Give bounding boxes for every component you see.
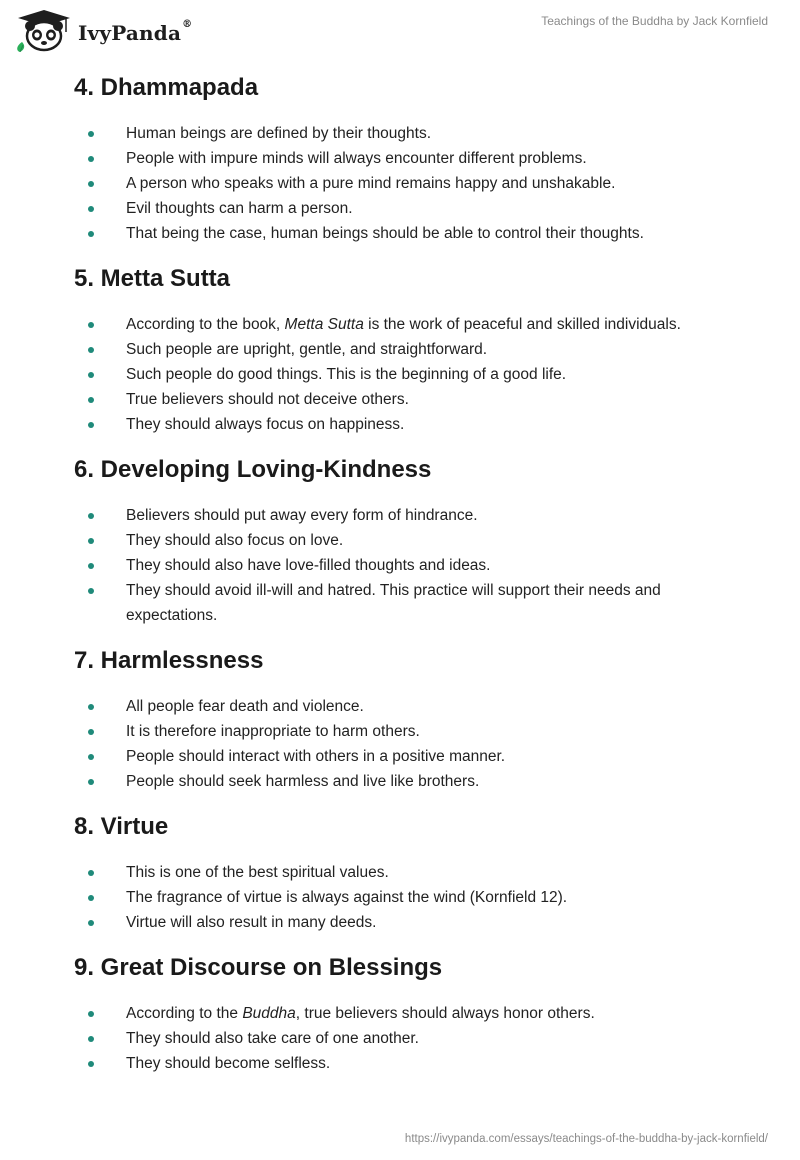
list-item-text: , true believers should always honor others. <box>295 1005 595 1022</box>
bullet-list <box>74 694 754 794</box>
bullet-icon <box>88 1011 94 1017</box>
bullet-icon <box>88 322 94 328</box>
list-item <box>74 121 754 146</box>
list-item-text: That being the case, human beings should be able to control their thoughts. <box>126 225 644 242</box>
list-item <box>74 412 754 437</box>
section <box>74 811 754 935</box>
list-item-text: A person who speaks with a pure mind remains happy and unshakable. <box>126 175 616 192</box>
list-item <box>74 694 754 719</box>
list-item-text: is the work of peaceful and skilled individuals. <box>363 316 681 333</box>
bullet-icon <box>88 156 94 162</box>
list-item-text: Believers should put away every form of hindrance. <box>126 507 478 524</box>
list-item <box>74 719 754 744</box>
list-item <box>74 769 754 794</box>
list-item-text: People should seek harmless and live like brothers. <box>126 773 480 790</box>
bullet-list <box>74 1001 754 1076</box>
list-item-text: Such people do good things. This is the beginning of a good life. <box>126 366 567 383</box>
list-item <box>74 910 754 935</box>
list-item-text: Human beings are defined by their thoughts. <box>126 125 432 142</box>
bullet-list <box>74 503 754 628</box>
bullet-icon <box>88 563 94 569</box>
section-heading: 7. Harmlessness <box>74 647 264 674</box>
list-item-text: According to the book, <box>126 316 285 333</box>
list-item <box>74 885 754 910</box>
list-item-text: People with impure minds will always encounter different problems. <box>126 150 587 167</box>
bullet-icon <box>88 206 94 212</box>
section <box>74 454 754 628</box>
list-item-text: They should also have love-filled thoughts and ideas. <box>126 557 491 574</box>
list-item-text: This is one of the best spiritual values. <box>126 864 389 881</box>
bullet-icon <box>88 729 94 735</box>
bullet-icon <box>88 1061 94 1067</box>
bullet-icon <box>88 870 94 876</box>
list-item <box>74 221 754 246</box>
document-title: Teachings of the Buddha by Jack Kornfield <box>541 14 768 28</box>
list-item <box>74 553 754 578</box>
list-item-text: They should always focus on happiness. <box>126 416 405 433</box>
bullet-icon <box>88 347 94 353</box>
list-item <box>74 1026 754 1051</box>
list-item-text: According to the <box>126 1005 243 1022</box>
section <box>74 645 754 794</box>
list-item-text: They should also take care of one another. <box>126 1030 419 1047</box>
list-item <box>74 146 754 171</box>
bullet-icon <box>88 181 94 187</box>
bullet-icon <box>88 422 94 428</box>
bullet-icon <box>88 372 94 378</box>
section <box>74 952 754 1076</box>
essay-content <box>74 72 754 1093</box>
bullet-icon <box>88 895 94 901</box>
section <box>74 72 754 246</box>
list-item-text: All people fear death and violence. <box>126 698 364 715</box>
bullet-icon <box>88 588 94 594</box>
list-item <box>74 196 754 221</box>
brand-name: IvyPanda® <box>78 19 193 45</box>
list-item <box>74 171 754 196</box>
bullet-icon <box>88 397 94 403</box>
list-item-text: Evil thoughts can harm a person. <box>126 200 353 217</box>
list-item <box>74 860 754 885</box>
italic-title: Buddha <box>242 1005 296 1022</box>
section-heading: 4. Dhammapada <box>74 74 259 101</box>
panda-graduate-icon <box>14 8 76 52</box>
list-item-text: It is therefore inappropriate to harm others. <box>126 723 420 740</box>
bullet-icon <box>88 231 94 237</box>
bullet-icon <box>88 513 94 519</box>
bullet-icon <box>88 754 94 760</box>
section-heading: 9. Great Discourse on Blessings <box>74 954 443 981</box>
bullet-icon <box>88 131 94 137</box>
page-header <box>0 0 800 64</box>
ivypanda-logo[interactable] <box>14 8 194 56</box>
section-heading: 5. Metta Sutta <box>74 265 231 292</box>
list-item-text: They should avoid ill-will and hatred. This practice will support their needs and expectations. <box>126 582 661 624</box>
list-item <box>74 578 754 628</box>
list-item-text: Virtue will also result in many deeds. <box>126 914 377 931</box>
list-item <box>74 312 754 337</box>
bullet-icon <box>88 704 94 710</box>
list-item-text: People should interact with others in a positive manner. <box>126 748 506 765</box>
list-item <box>74 528 754 553</box>
bullet-icon <box>88 1036 94 1042</box>
list-item <box>74 1051 754 1076</box>
section-heading: 8. Virtue <box>74 813 169 840</box>
section <box>74 263 754 437</box>
bullet-list <box>74 860 754 935</box>
list-item-text: They should also focus on love. <box>126 532 344 549</box>
list-item-text: The fragrance of virtue is always against the wind (Kornfield 12). <box>126 889 568 906</box>
list-item <box>74 337 754 362</box>
italic-title: Metta Sutta <box>284 316 364 333</box>
bullet-icon <box>88 779 94 785</box>
bullet-icon <box>88 920 94 926</box>
list-item <box>74 362 754 387</box>
list-item <box>74 744 754 769</box>
bullet-icon <box>88 538 94 544</box>
list-item <box>74 1001 754 1026</box>
list-item <box>74 387 754 412</box>
source-url[interactable]: https://ivypanda.com/essays/teachings-of-the-buddha-by-jack-kornfield/ <box>404 1133 768 1145</box>
bullet-list <box>74 312 754 437</box>
list-item-text: True believers should not deceive others. <box>126 391 409 408</box>
bullet-list <box>74 121 754 246</box>
list-item <box>74 503 754 528</box>
list-item-text: They should become selfless. <box>126 1055 331 1072</box>
list-item-text: Such people are upright, gentle, and straightforward. <box>126 341 488 358</box>
section-heading: 6. Developing Loving-Kindness <box>74 456 432 483</box>
